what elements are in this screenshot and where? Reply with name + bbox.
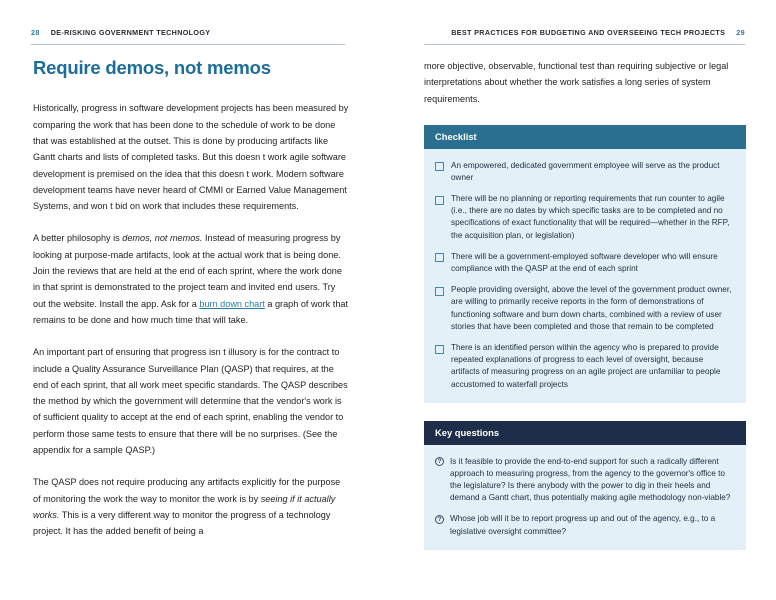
key-questions-panel [424, 421, 746, 550]
key-questions-heading: Key questions [424, 421, 746, 445]
paragraph-4-italic: seeing if it actually works. [33, 493, 336, 520]
key-question-item [435, 513, 733, 537]
key-question-label: Whose job will it be to report progress up and out of the agency, e.g., to a legislative oversight committee? [450, 514, 716, 536]
question-circle-icon: ? [435, 515, 444, 524]
paragraph-4-post: This is a very different way to monitor the progress of a technology project. It has the added benefit of being a [33, 509, 331, 537]
paragraph-2-mid: Instead of measuring progress by looking at purpose-made artifacts, look at the actual work that is being done. Join the reviews that are held at the end of each sprint, where the work done in that sprint is demonstrated to the project team and invited end users. Try out the website. Install the app. Ask for a [33, 233, 342, 309]
paragraph-4-pre: The QASP does not require producing any artifacts explicitly for the purpose of monitoring the work the way to monitor the work is by [33, 477, 341, 504]
checkbox-empty-icon[interactable] [435, 345, 444, 354]
key-question-item [435, 456, 733, 505]
checklist-item-label: An empowered, dedicated government employee will serve as the product owner [451, 160, 720, 182]
key-questions-body [424, 445, 746, 550]
paragraph-2 [33, 230, 349, 328]
left-column [33, 58, 349, 539]
checklist-heading: Checklist [424, 125, 746, 149]
checklist-item-label: People providing oversight, above the level of the government product owner, are willing to primarily receive reports in the form of demonstrations of functioning software and burn down charts, combined with a review of user stories that have been completed and those that remain to be completed [451, 285, 732, 331]
paragraph-2-post: a graph of work that remains to be done and how much time that will take. [33, 298, 348, 325]
checklist-item[interactable] [435, 342, 733, 391]
checklist-panel [424, 125, 746, 403]
page-number-left: 28 [31, 28, 40, 37]
checkbox-empty-icon[interactable] [435, 253, 444, 262]
checklist-item[interactable] [435, 193, 733, 242]
page-number-right: 29 [736, 28, 745, 37]
burn-down-chart-link[interactable]: burn down chart [199, 298, 265, 309]
book-title-left: DE-RISKING GOVERNMENT TECHNOLOGY [50, 28, 211, 37]
paragraph-2-pre: A better philosophy is [33, 233, 123, 244]
header-rule-left [31, 44, 345, 45]
checklist-body [424, 149, 746, 403]
checklist-item-label: There will be no planning or reporting requirements that run counter to agile (i.e., there are no dates by which specific tasks are to be completed and no specifications of exact functionality that will be required—whether in the RFP, the acquisition plan, or legislation) [451, 194, 730, 240]
checklist-item-label: There will be a government-employed software developer who will ensure compliance with the QASP at the end of each sprint [451, 251, 718, 274]
checklist-item-label: There is an identified person within the agency who is prepared to provide repeated explanations of progress to each level of oversight, because artifacts of measuring progress on an agile project are unfamiliar to people accustomed to waterfall projects [451, 343, 721, 389]
checkbox-empty-icon[interactable] [435, 196, 444, 205]
key-question-label: Is it feasible to provide the end-to-end support for such a radically different approach to measuring progress, from the agency to the governor's office to the legislature? Is there anybody with the power to dig in their heels and demand a Gantt chart, thus potentially making agile methodology non-viable? [450, 456, 731, 503]
checklist-item[interactable] [435, 160, 733, 184]
checklist-item[interactable] [435, 284, 733, 333]
paragraph-3: An important part of ensuring that progress isn t illusory is for the contract to include a Quality Assurance Surveillance Plan (QASP) that requires, at the end of each sprint, that all work meet specific standards. The QASP describes the method by which the government will determine that the vendor's work is of sufficient quality to accept at the end of each sprint, enabling the vendor to perform those same tests to ensure that there will be no surprises. (See the appendix for a sample QASP.) [33, 347, 348, 455]
header-rule-right [424, 44, 745, 45]
right-intro-paragraph: more objective, observable, functional test than requiring subjective or legal interpretations about whether the work satisfies a long series of system requirements. [424, 61, 729, 104]
page-title: Require demos, not memos [33, 57, 271, 78]
question-circle-icon: ? [435, 457, 444, 466]
checklist-item[interactable] [435, 251, 733, 275]
chapter-title-right: BEST PRACTICES FOR BUDGETING AND OVERSEEING TECH PROJECTS [451, 28, 726, 37]
paragraph-4 [33, 474, 349, 539]
paragraph-2-italic: demos, not memos. [122, 233, 203, 244]
checkbox-empty-icon[interactable] [435, 287, 444, 296]
paragraph-1: Historically, progress in software development projects has been measured by comparing the work that has been done to the schedule of work to be done that was established at the outset. This is done by producing artifacts like Gantt charts and lists of completed tasks. But this doesn t work agile software development is premised on the idea that this doesn t work. Modern software development teams have never heard of CMMI or Earned Value Management Systems, and won t bid on work that includes these requirements. [33, 103, 349, 212]
running-head-left [31, 28, 210, 37]
checkbox-empty-icon[interactable] [435, 162, 444, 171]
right-column [424, 58, 746, 550]
running-head-right [451, 28, 745, 37]
